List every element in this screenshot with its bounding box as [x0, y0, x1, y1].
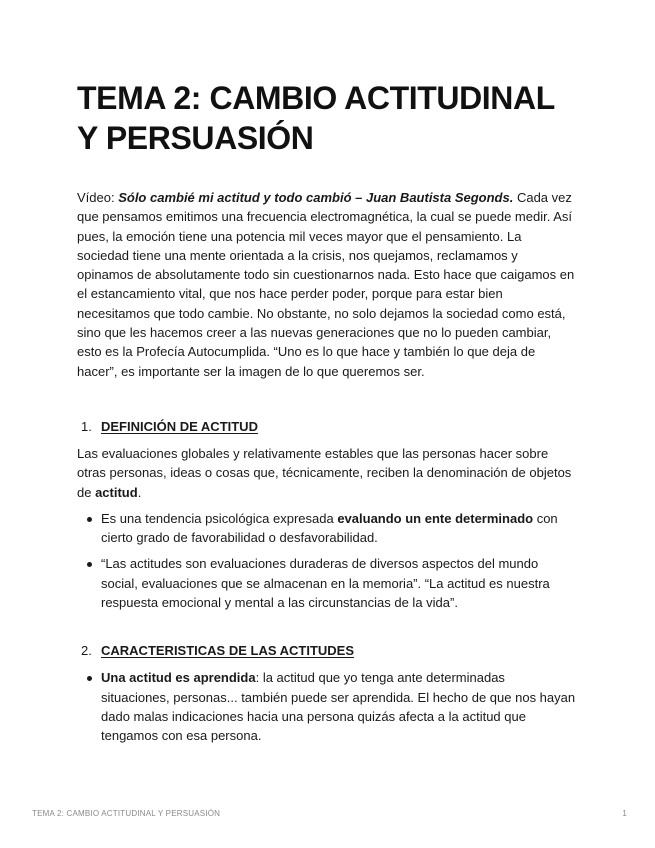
section-heading-caracteristicas — [77, 641, 577, 660]
definition-list — [77, 509, 577, 612]
definition-end: . — [137, 484, 142, 500]
definition-paragraph — [77, 444, 577, 502]
section-number: 1. — [81, 418, 92, 434]
video-prefix: Vídeo: — [77, 190, 119, 205]
section-title: CARACTERISTICAS DE LAS ACTITUDES — [101, 643, 355, 659]
definition-bold: actitud — [95, 484, 138, 500]
intro-text: Cada vez que pensamos emitimos una frecuencia electromagnética, la cual se puede medir. Así pues, la emoción tiene una potencia mil veces mayor que el pensamiento. La sociedad tiene una mente orientada a la crisis, nos quejamos, reclamamos y opinamos de absolutamente todo sin cuestionarnos nada. Esto hace que caigamos en el estancamiento vital, que nos hace perder poder, porque para estar bien necesitamos que todo cambie. No obstante, no solo dejamos la sociedad como está, sino que les hacemos creer a las nuevas generaciones que no lo pueden cambiar, esto es la Profecía Autocumplida. “Uno es lo que hace y también lo que deja de hacer”, es importante ser la imagen de lo que queremos ser. — [77, 190, 575, 379]
list-item — [77, 509, 577, 548]
bullet-bold: Una actitud es aprendida — [101, 670, 256, 686]
page-title: TEMA 2: CAMBIO ACTITUDINAL Y PERSUASIÓN — [77, 80, 555, 156]
document-page — [77, 78, 577, 746]
video-title: Sólo cambié mi actitud y todo cambió – Juan Bautista Segonds. — [118, 190, 514, 205]
intro-paragraph — [77, 188, 577, 381]
page-footer — [32, 809, 627, 818]
bullet-end: con cierto grado de favorabilidad o desfavorabilidad. — [101, 510, 558, 546]
section-heading-definicion — [77, 417, 577, 436]
bullet-bold: evaluando un ente determinado — [337, 510, 534, 526]
section-title: DEFINICIÓN DE ACTITUD — [101, 418, 258, 434]
definition-text: Las evaluaciones globales y relativamente estables que las personas hacer sobre otras personas, ideas o cosas que, técnicamente, reciben la denominación de objetos de — [77, 445, 572, 500]
list-item — [77, 554, 577, 612]
bullet-text: Es una tendencia psicológica expresada — [101, 510, 338, 526]
bullet-text: “Las actitudes son evaluaciones duraderas de diversos aspectos del mundo social, evaluaciones que se almacenan en la memoria”. “La actitud es nuestra respuesta emocional y mental a las circunstancias de la vida”. — [101, 556, 550, 611]
characteristics-list — [77, 668, 577, 745]
bullet-icon — [87, 562, 92, 567]
bullet-text: : la actitud que yo tenga ante determinadas situaciones, personas... también puede ser aprendida. El hecho de que nos hayan dado malas indicaciones hacia una persona quizás afecta a la actitud que tengamos con esa persona. — [101, 670, 576, 744]
footer-title: TEMA 2: CAMBIO ACTITUDINAL Y PERSUASIÓN — [32, 809, 221, 818]
bullet-icon — [87, 517, 92, 522]
section-number: 2. — [81, 643, 92, 659]
list-item — [77, 668, 577, 745]
page-number: 1 — [622, 809, 627, 818]
bullet-icon — [87, 676, 92, 681]
